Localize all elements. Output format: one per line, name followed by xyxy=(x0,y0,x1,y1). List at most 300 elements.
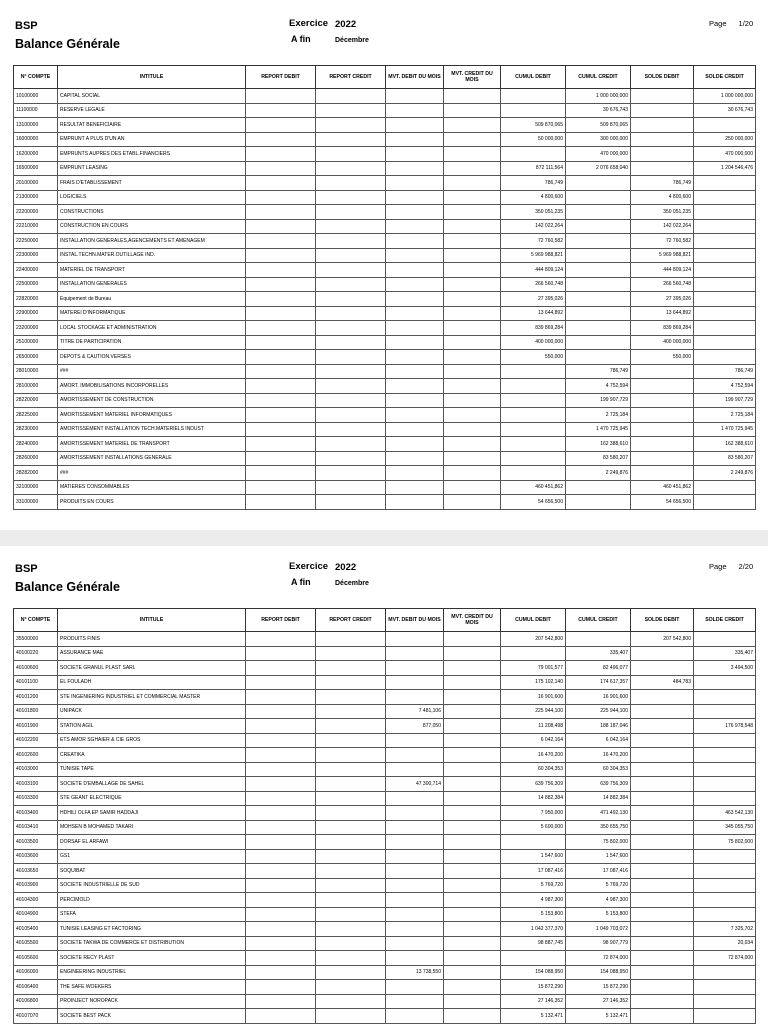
cell-mvt-debit xyxy=(386,762,444,777)
cell-solde-debit: 54 656,500 xyxy=(631,495,694,510)
cell-cumul-credit xyxy=(566,350,631,365)
cell-report-debit xyxy=(246,132,316,147)
cell-solde-credit xyxy=(694,190,756,205)
table-row xyxy=(14,864,756,879)
cell-cumul-credit: 16 901,600 xyxy=(566,690,631,705)
cell-cumul-credit xyxy=(566,205,631,220)
cell-report-credit xyxy=(316,248,386,263)
cell-solde-debit xyxy=(631,393,694,408)
cell-solde-credit xyxy=(694,762,756,777)
cell-solde-debit xyxy=(631,748,694,763)
cell-report-credit xyxy=(316,675,386,690)
exercise-value: 2022 xyxy=(335,19,357,30)
column-header-solde-debit: SOLDE DEBIT xyxy=(631,66,694,89)
table-row xyxy=(14,205,756,220)
cell-mvt-debit xyxy=(386,176,444,191)
cell-cumul-credit: 15 872,290 xyxy=(566,980,631,995)
cell-cumul-debit: 266 560,748 xyxy=(501,277,566,292)
table-header-row xyxy=(14,66,756,89)
table-row xyxy=(14,147,756,162)
cell-report-debit xyxy=(246,1009,316,1024)
cell-mvt-debit: 47 300,714 xyxy=(386,777,444,792)
cell-report-credit xyxy=(316,219,386,234)
cell-account-label: ### xyxy=(58,364,246,379)
table-row xyxy=(14,364,756,379)
cell-report-credit xyxy=(316,1009,386,1024)
cell-solde-credit: 3 494,500 xyxy=(694,661,756,676)
cell-account-label: INSTALLATION GENERALES,AGENCEMENTS ET AMENAGEM xyxy=(58,234,246,249)
cell-account-label: THE SAFE WOEKERS xyxy=(58,980,246,995)
cell-account-number: 40106800 xyxy=(14,994,58,1009)
cell-solde-debit xyxy=(631,893,694,908)
cell-mvt-debit: 13 738,550 xyxy=(386,965,444,980)
cell-solde-credit xyxy=(694,733,756,748)
cell-cumul-credit xyxy=(566,306,631,321)
cell-account-number: 28260000 xyxy=(14,451,58,466)
cell-account-number: 28220000 xyxy=(14,393,58,408)
cell-report-credit xyxy=(316,277,386,292)
cell-account-number: 22900000 xyxy=(14,306,58,321)
cell-cumul-credit: 4 752,594 xyxy=(566,379,631,394)
cell-solde-credit: 1 470 725,945 xyxy=(694,422,756,437)
cell-solde-debit xyxy=(631,806,694,821)
cell-report-debit xyxy=(246,219,316,234)
cell-report-credit xyxy=(316,422,386,437)
afin-value: Décembre xyxy=(335,37,369,44)
cell-mvt-debit xyxy=(386,632,444,647)
cell-mvt-debit xyxy=(386,893,444,908)
cell-cumul-credit: 14 882,384 xyxy=(566,791,631,806)
cell-mvt-credit xyxy=(444,89,501,104)
table-row xyxy=(14,321,756,336)
cell-report-credit xyxy=(316,321,386,336)
cell-mvt-debit xyxy=(386,646,444,661)
table-header-row xyxy=(14,609,756,632)
cell-solde-credit xyxy=(694,791,756,806)
cell-report-debit xyxy=(246,777,316,792)
cell-cumul-debit: 1 042 377,370 xyxy=(501,922,566,937)
cell-cumul-credit xyxy=(566,495,631,510)
afin-label: A fin xyxy=(291,577,311,587)
cell-account-number: 40102200 xyxy=(14,733,58,748)
cell-account-label: AMORTISSEMENT MATERIEL INFORMATIQUES xyxy=(58,408,246,423)
cell-report-debit xyxy=(246,292,316,307)
cell-report-debit xyxy=(246,248,316,263)
cell-account-label: STE GEANT ELECTRIQUE xyxy=(58,791,246,806)
table-row xyxy=(14,422,756,437)
cell-account-number: 22250000 xyxy=(14,234,58,249)
cell-mvt-debit xyxy=(386,994,444,1009)
cell-report-debit xyxy=(246,806,316,821)
cell-account-number: 13100000 xyxy=(14,118,58,133)
cell-report-debit xyxy=(246,147,316,162)
cell-report-debit xyxy=(246,907,316,922)
cell-account-label: CREATIKA xyxy=(58,748,246,763)
cell-mvt-debit xyxy=(386,451,444,466)
cell-solde-debit xyxy=(631,704,694,719)
cell-cumul-credit: 471 492,130 xyxy=(566,806,631,821)
cell-account-label: LOGICIELS xyxy=(58,190,246,205)
cell-account-number: 40105400 xyxy=(14,922,58,937)
cell-cumul-credit: 786,749 xyxy=(566,364,631,379)
cell-report-debit xyxy=(246,335,316,350)
cell-mvt-debit xyxy=(386,495,444,510)
cell-account-number: 21300000 xyxy=(14,190,58,205)
cell-account-label: DORSAF EL ARFAWI xyxy=(58,835,246,850)
cell-report-credit xyxy=(316,466,386,481)
cell-cumul-debit: 27 146,352 xyxy=(501,994,566,1009)
cell-account-number: 28282000 xyxy=(14,466,58,481)
cell-solde-credit xyxy=(694,893,756,908)
cell-mvt-credit xyxy=(444,292,501,307)
column-header-mvt-debit: MVT. DEBIT DU MOIS xyxy=(386,66,444,89)
cell-cumul-credit xyxy=(566,292,631,307)
table-row xyxy=(14,379,756,394)
afin-value: Décembre xyxy=(335,580,369,587)
cell-solde-credit: 83 580,207 xyxy=(694,451,756,466)
cell-mvt-credit xyxy=(444,777,501,792)
cell-report-debit xyxy=(246,994,316,1009)
cell-solde-credit: 75 802,000 xyxy=(694,835,756,850)
cell-cumul-credit xyxy=(566,176,631,191)
report-title: Balance Générale xyxy=(15,580,120,594)
cell-report-credit xyxy=(316,379,386,394)
cell-solde-debit xyxy=(631,994,694,1009)
cell-account-label: ### xyxy=(58,466,246,481)
cell-mvt-debit xyxy=(386,907,444,922)
cell-cumul-debit: 509 870,065 xyxy=(501,118,566,133)
cell-cumul-debit xyxy=(501,393,566,408)
cell-report-debit xyxy=(246,466,316,481)
balance-table xyxy=(13,65,756,510)
cell-report-debit xyxy=(246,951,316,966)
cell-solde-debit xyxy=(631,132,694,147)
cell-report-credit xyxy=(316,762,386,777)
cell-mvt-debit xyxy=(386,864,444,879)
cell-mvt-credit xyxy=(444,437,501,452)
company-name: BSP xyxy=(15,20,38,32)
cell-solde-credit xyxy=(694,849,756,864)
cell-cumul-debit: 60 304,353 xyxy=(501,762,566,777)
cell-account-label: HDHILI OLFA EP SAMIR HADDAJI xyxy=(58,806,246,821)
cell-solde-debit: 266 560,748 xyxy=(631,277,694,292)
cell-report-credit xyxy=(316,147,386,162)
cell-account-label: PRODUITS FINIS xyxy=(58,632,246,647)
cell-solde-debit xyxy=(631,835,694,850)
cell-solde-credit: 162 388,610 xyxy=(694,437,756,452)
cell-account-number: 40101100 xyxy=(14,675,58,690)
cell-cumul-credit: 2 076 658,040 xyxy=(566,161,631,176)
cell-report-credit xyxy=(316,980,386,995)
cell-solde-debit: 460 451,862 xyxy=(631,480,694,495)
cell-account-number: 11100000 xyxy=(14,103,58,118)
cell-mvt-debit xyxy=(386,661,444,676)
cell-solde-credit: 345 055,750 xyxy=(694,820,756,835)
cell-report-credit xyxy=(316,719,386,734)
cell-cumul-debit: 11 208,498 xyxy=(501,719,566,734)
cell-report-debit xyxy=(246,321,316,336)
cell-mvt-credit xyxy=(444,748,501,763)
cell-report-credit xyxy=(316,791,386,806)
cell-solde-credit xyxy=(694,176,756,191)
table-row xyxy=(14,690,756,705)
cell-mvt-credit xyxy=(444,147,501,162)
cell-mvt-credit xyxy=(444,335,501,350)
cell-mvt-debit xyxy=(386,820,444,835)
cell-cumul-debit xyxy=(501,364,566,379)
table-row xyxy=(14,393,756,408)
cell-cumul-credit xyxy=(566,219,631,234)
cell-cumul-credit: 2 249,876 xyxy=(566,466,631,481)
cell-account-label: SOCIETE BEST PACK xyxy=(58,1009,246,1024)
cell-account-label: PRODUITS EN COURS xyxy=(58,495,246,510)
table-row xyxy=(14,234,756,249)
cell-solde-debit xyxy=(631,1009,694,1024)
cell-report-credit xyxy=(316,748,386,763)
cell-cumul-credit: 83 580,207 xyxy=(566,451,631,466)
cell-account-number: 16200000 xyxy=(14,147,58,162)
cell-solde-credit xyxy=(694,704,756,719)
cell-report-credit xyxy=(316,922,386,937)
cell-mvt-credit xyxy=(444,733,501,748)
cell-cumul-debit: 5 600,000 xyxy=(501,820,566,835)
cell-solde-debit xyxy=(631,864,694,879)
cell-mvt-debit xyxy=(386,791,444,806)
cell-cumul-credit xyxy=(566,190,631,205)
cell-report-credit xyxy=(316,704,386,719)
cell-mvt-credit xyxy=(444,219,501,234)
column-header-account-label: INTITULE xyxy=(58,609,246,632)
cell-cumul-debit: 839 869,284 xyxy=(501,321,566,336)
cell-cumul-debit xyxy=(501,422,566,437)
cell-mvt-credit xyxy=(444,350,501,365)
table-row xyxy=(14,661,756,676)
cell-cumul-debit xyxy=(501,451,566,466)
column-header-cumul-debit: CUMUL DEBIT xyxy=(501,609,566,632)
cell-account-label: CONSTRUCTIONS xyxy=(58,205,246,220)
cell-mvt-debit xyxy=(386,190,444,205)
cell-report-credit xyxy=(316,951,386,966)
cell-account-number: 40106400 xyxy=(14,980,58,995)
cell-cumul-debit: 175 102,140 xyxy=(501,675,566,690)
cell-solde-debit xyxy=(631,466,694,481)
cell-cumul-credit: 300 000,000 xyxy=(566,132,631,147)
cell-report-credit xyxy=(316,835,386,850)
cell-solde-debit: 27 395,026 xyxy=(631,292,694,307)
cell-solde-credit xyxy=(694,907,756,922)
cell-report-credit xyxy=(316,393,386,408)
cell-account-label: SOCIETE D'EMBALLAGE DE SAHEL xyxy=(58,777,246,792)
cell-mvt-credit xyxy=(444,118,501,133)
cell-report-credit xyxy=(316,936,386,951)
cell-cumul-credit xyxy=(566,321,631,336)
cell-mvt-debit xyxy=(386,335,444,350)
table-row xyxy=(14,980,756,995)
cell-mvt-credit xyxy=(444,922,501,937)
cell-solde-debit xyxy=(631,661,694,676)
cell-solde-debit: 5 969 988,821 xyxy=(631,248,694,263)
cell-cumul-debit: 786,749 xyxy=(501,176,566,191)
exercise-label: Exercice xyxy=(289,18,329,29)
column-header-report-credit: REPORT CREDIT xyxy=(316,66,386,89)
cell-account-label: AMORTISSEMENT MATERIEL DE TRANSPORT xyxy=(58,437,246,452)
cell-account-label: Equipement de Bureau xyxy=(58,292,246,307)
cell-mvt-debit xyxy=(386,147,444,162)
cell-report-credit xyxy=(316,306,386,321)
cell-mvt-debit xyxy=(386,408,444,423)
cell-mvt-debit xyxy=(386,437,444,452)
cell-cumul-debit: 17 087,416 xyxy=(501,864,566,879)
cell-mvt-debit xyxy=(386,675,444,690)
cell-account-number: 22400000 xyxy=(14,263,58,278)
cell-cumul-credit: 1 547,600 xyxy=(566,849,631,864)
cell-report-credit xyxy=(316,190,386,205)
table-row xyxy=(14,89,756,104)
cell-account-number: 40102600 xyxy=(14,748,58,763)
cell-solde-debit xyxy=(631,849,694,864)
cell-account-number: 40105600 xyxy=(14,951,58,966)
cell-account-label: MATIERES CONSOMMABLES xyxy=(58,480,246,495)
cell-account-label: SOCIETE RECY PLAST xyxy=(58,951,246,966)
cell-cumul-debit: 7 950,000 xyxy=(501,806,566,821)
cell-mvt-debit xyxy=(386,379,444,394)
cell-solde-debit: 13 644,892 xyxy=(631,306,694,321)
page-number-value: 1/20 xyxy=(738,19,754,28)
cell-solde-debit xyxy=(631,147,694,162)
table-row xyxy=(14,849,756,864)
cell-report-debit xyxy=(246,408,316,423)
cell-account-label: CAPITAL SOCIAL xyxy=(58,89,246,104)
cell-account-label: AMORTISSEMENT DE CONSTRUCTION xyxy=(58,393,246,408)
cell-mvt-credit xyxy=(444,690,501,705)
cell-cumul-debit: 4 800,600 xyxy=(501,190,566,205)
cell-account-number: 40101900 xyxy=(14,719,58,734)
cell-mvt-credit xyxy=(444,849,501,864)
cell-mvt-debit xyxy=(386,849,444,864)
cell-cumul-credit: 335,407 xyxy=(566,646,631,661)
report-title: Balance Générale xyxy=(15,37,120,51)
cell-account-label: STATION AGIL xyxy=(58,719,246,734)
table-row xyxy=(14,1009,756,1024)
afin-label: A fin xyxy=(291,34,311,44)
cell-cumul-debit: 460 451,862 xyxy=(501,480,566,495)
cell-solde-debit: 786,749 xyxy=(631,176,694,191)
page-number-value: 2/20 xyxy=(738,562,754,571)
cell-cumul-debit: 550,000 xyxy=(501,350,566,365)
page-number xyxy=(709,19,753,28)
cell-report-debit xyxy=(246,176,316,191)
cell-account-number: 23200000 xyxy=(14,321,58,336)
cell-cumul-debit xyxy=(501,408,566,423)
table-row xyxy=(14,451,756,466)
cell-account-label: UNIPACK xyxy=(58,704,246,719)
table-row xyxy=(14,437,756,452)
cell-solde-credit: 176 978,548 xyxy=(694,719,756,734)
cell-mvt-credit xyxy=(444,176,501,191)
table-row xyxy=(14,632,756,647)
cell-account-label: INSTAL.TECHN.MATER.OUTILLAGE IND. xyxy=(58,248,246,263)
cell-account-label: PROINJECT NOROPACK xyxy=(58,994,246,1009)
cell-solde-debit xyxy=(631,437,694,452)
cell-mvt-debit: 7 481,106 xyxy=(386,704,444,719)
cell-solde-debit xyxy=(631,364,694,379)
cell-solde-debit xyxy=(631,936,694,951)
cell-mvt-credit xyxy=(444,994,501,1009)
cell-account-number: 40103410 xyxy=(14,820,58,835)
cell-account-number: 28240000 xyxy=(14,437,58,452)
table-row xyxy=(14,936,756,951)
cell-solde-credit: 7 325,702 xyxy=(694,922,756,937)
cell-cumul-credit: 2 725,184 xyxy=(566,408,631,423)
cell-solde-credit xyxy=(694,1009,756,1024)
cell-cumul-credit xyxy=(566,248,631,263)
cell-solde-credit xyxy=(694,335,756,350)
cell-mvt-credit xyxy=(444,675,501,690)
cell-cumul-credit: 6 042,164 xyxy=(566,733,631,748)
cell-solde-credit xyxy=(694,777,756,792)
cell-report-credit xyxy=(316,451,386,466)
cell-cumul-debit: 79 001,577 xyxy=(501,661,566,676)
cell-cumul-debit: 142 022,264 xyxy=(501,219,566,234)
cell-solde-credit: 335,407 xyxy=(694,646,756,661)
page-label: Page xyxy=(709,19,727,28)
cell-report-debit xyxy=(246,936,316,951)
cell-cumul-debit: 27 395,026 xyxy=(501,292,566,307)
cell-solde-credit xyxy=(694,277,756,292)
cell-cumul-credit: 470 000,000 xyxy=(566,147,631,162)
cell-report-debit xyxy=(246,422,316,437)
cell-cumul-debit xyxy=(501,147,566,162)
cell-cumul-debit: 13 644,892 xyxy=(501,306,566,321)
cell-cumul-credit xyxy=(566,263,631,278)
table-row xyxy=(14,408,756,423)
table-row xyxy=(14,350,756,365)
cell-mvt-credit xyxy=(444,936,501,951)
cell-account-label: GS1 xyxy=(58,849,246,864)
table-row xyxy=(14,748,756,763)
cell-account-number: 40100600 xyxy=(14,661,58,676)
cell-account-number: 40104300 xyxy=(14,893,58,908)
cell-report-debit xyxy=(246,849,316,864)
cell-cumul-debit: 350 051,235 xyxy=(501,205,566,220)
cell-report-credit xyxy=(316,965,386,980)
table-row xyxy=(14,719,756,734)
cell-report-debit xyxy=(246,791,316,806)
table-row xyxy=(14,893,756,908)
cell-account-label: STE INGENIERING INDUSTRIEL ET COMMERCIAL MASTER xyxy=(58,690,246,705)
cell-mvt-credit xyxy=(444,661,501,676)
cell-solde-credit: 250 000,000 xyxy=(694,132,756,147)
cell-solde-debit xyxy=(631,379,694,394)
cell-account-label: SOCIETE TAKWA DE COMMERCE ET DISTRIBUTION xyxy=(58,936,246,951)
table-row xyxy=(14,994,756,1009)
cell-cumul-credit: 27 146,352 xyxy=(566,994,631,1009)
table-row xyxy=(14,103,756,118)
cell-account-number: 22200000 xyxy=(14,205,58,220)
cell-report-debit xyxy=(246,820,316,835)
cell-mvt-debit xyxy=(386,219,444,234)
cell-cumul-credit: 639 756,309 xyxy=(566,777,631,792)
cell-mvt-credit xyxy=(444,263,501,278)
cell-report-credit xyxy=(316,437,386,452)
cell-cumul-credit xyxy=(566,234,631,249)
cell-cumul-credit: 4 987,300 xyxy=(566,893,631,908)
table-row xyxy=(14,277,756,292)
cell-report-credit xyxy=(316,292,386,307)
cell-solde-credit xyxy=(694,965,756,980)
cell-mvt-debit xyxy=(386,922,444,937)
cell-report-debit xyxy=(246,922,316,937)
